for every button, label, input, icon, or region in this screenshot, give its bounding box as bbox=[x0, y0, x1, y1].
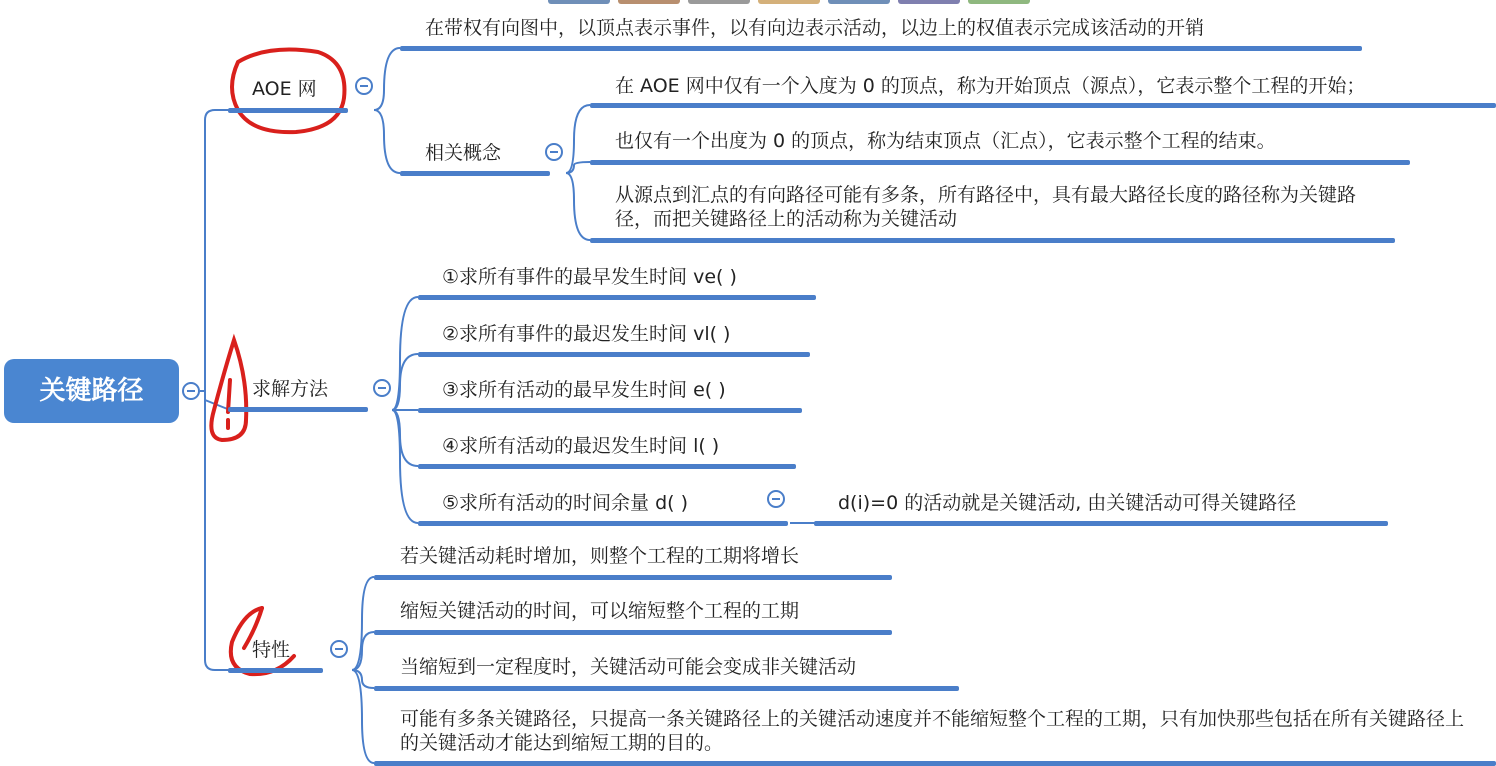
trait-item-3-underline bbox=[374, 686, 959, 691]
collapse-step5-icon[interactable] bbox=[767, 490, 785, 508]
method-step-3-underline bbox=[418, 408, 802, 413]
method-step-4[interactable]: ④求所有活动的最迟发生时间 l( ) bbox=[442, 435, 720, 457]
method-node-label[interactable]: 求解方法 bbox=[252, 378, 329, 400]
trait-item-4-underline bbox=[374, 761, 1496, 766]
method-step-5-underline bbox=[418, 521, 788, 526]
collapse-method-icon[interactable] bbox=[373, 379, 391, 397]
method-step-3[interactable]: ③求所有活动的最早发生时间 e( ) bbox=[442, 379, 726, 401]
concepts-node-label[interactable]: 相关概念 bbox=[425, 142, 502, 164]
concept-item-1[interactable]: 在 AOE 网中仅有一个入度为 0 的顶点，称为开始顶点（源点），它表示整个工程的开始； bbox=[615, 75, 1366, 97]
concept-item-1-underline bbox=[590, 103, 1496, 108]
method-step-5-child-underline bbox=[814, 521, 1388, 526]
trait-item-2[interactable]: 缩短关键活动的时间，可以缩短整个工程的工期 bbox=[400, 600, 800, 622]
concept-item-3[interactable]: 从源点到汇点的有向路径可能有多条，所有路径中，具有最大路径长度的路径称为关键路径，而把关键路径上的活动称为关键活动 bbox=[615, 184, 1357, 230]
trait-item-2-underline bbox=[374, 630, 892, 635]
method-step-5[interactable]: ⑤求所有活动的时间余量 d( ) bbox=[442, 492, 688, 514]
aoe-definition[interactable]: 在带权有向图中，以顶点表示事件，以有向边表示活动，以边上的权值表示完成该活动的开销 bbox=[425, 17, 1205, 39]
method-step-2[interactable]: ②求所有事件的最迟发生时间 vl( ) bbox=[442, 323, 731, 345]
concept-item-2[interactable]: 也仅有一个出度为 0 的顶点，称为结束顶点（汇点），它表示整个工程的结束。 bbox=[615, 130, 1276, 152]
collapse-root-icon[interactable] bbox=[182, 382, 200, 400]
method-step-5-child[interactable]: d(i)=0 的活动就是关键活动, 由关键活动可得关键路径 bbox=[838, 492, 1297, 514]
concept-item-3-underline bbox=[590, 238, 1395, 243]
trait-item-1-underline bbox=[374, 575, 892, 580]
aoe-node-label[interactable]: AOE 网 bbox=[252, 78, 317, 100]
concepts-node-underline bbox=[400, 171, 550, 176]
aoe-definition-underline bbox=[400, 46, 1362, 51]
traits-node-label[interactable]: 特性 bbox=[252, 639, 291, 661]
method-step-1-underline bbox=[418, 295, 816, 300]
collapse-concepts-icon[interactable] bbox=[545, 143, 563, 161]
aoe-node-underline bbox=[228, 108, 348, 113]
root-node[interactable]: 关键路径 bbox=[4, 359, 179, 423]
method-node-underline bbox=[228, 407, 368, 412]
trait-item-3[interactable]: 当缩短到一定程度时，关键活动可能会变成非关键活动 bbox=[400, 656, 857, 678]
method-step-4-underline bbox=[418, 464, 796, 469]
trait-item-4[interactable]: 可能有多条关键路径，只提高一条关键路径上的关键活动速度并不能缩短整个工程的工期，只有加快那些包括在所有关键路径上的关键活动才能达到缩短工期的目的。 bbox=[400, 708, 1465, 754]
collapse-traits-icon[interactable] bbox=[330, 640, 348, 658]
traits-node-underline bbox=[228, 668, 323, 673]
method-step-1[interactable]: ①求所有事件的最早发生时间 ve( ) bbox=[442, 266, 737, 288]
method-step-2-underline bbox=[418, 352, 810, 357]
concept-item-2-underline bbox=[590, 160, 1410, 165]
collapse-aoe-icon[interactable] bbox=[355, 77, 373, 95]
trait-item-1[interactable]: 若关键活动耗时增加，则整个工程的工期将增长 bbox=[400, 545, 800, 567]
